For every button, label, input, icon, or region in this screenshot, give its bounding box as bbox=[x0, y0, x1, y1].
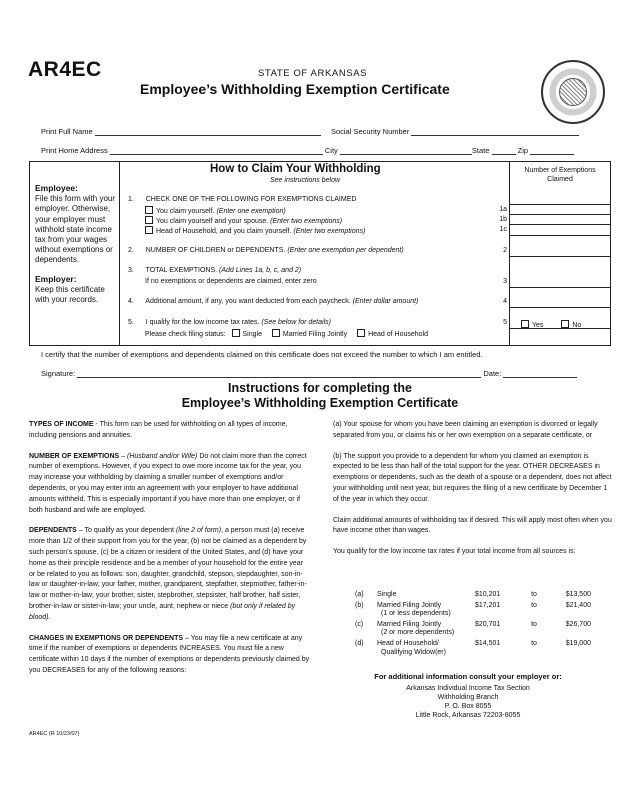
checkbox-single[interactable] bbox=[232, 329, 240, 337]
item-3-label: TOTAL EXEMPTIONS. bbox=[145, 267, 218, 274]
reason-b-paragraph: (b) The support you provide to a dependent for whom you claimed an exemption is expected to be less than half of the total support for the year. OTHER DECREASES in exemptions or dependents, such as the death of a spouse or a dependent, does not affect your withholding until next year, but requires the filing of a new certificate by December 1 of the year in which they occur. bbox=[333, 452, 612, 503]
item-1-number: 1. bbox=[128, 196, 134, 203]
number-column-header: Number of Exemptions Claimed bbox=[524, 167, 596, 183]
rate-status: Head of Household/ bbox=[377, 639, 439, 647]
form-id: AR4EC bbox=[28, 58, 102, 81]
option-1a-ref: 1a bbox=[499, 206, 507, 213]
instructions-left-column bbox=[29, 420, 310, 687]
rate-sub: (1 or less dependents) bbox=[381, 610, 451, 618]
option-1b-label: You claim yourself and your spouse. bbox=[156, 218, 269, 225]
page-title: Employee’s Withholding Exemption Certificate bbox=[140, 81, 450, 97]
option-1c-label: Head of Household, and you claim yourself. bbox=[156, 228, 292, 235]
filing-status-label: Please check filing status: bbox=[145, 331, 226, 338]
state-seal-icon bbox=[541, 60, 605, 124]
item-1-label: CHECK ONE OF THE FOLLOWING FOR EXEMPTIONS CLAIMED bbox=[145, 196, 357, 203]
option-1a-note: (Enter one exemption) bbox=[216, 208, 286, 215]
rate-status: Married Filing Jointly bbox=[377, 620, 442, 628]
address-line-2: Withholding Branch bbox=[437, 694, 499, 701]
rate-high: $19,000 bbox=[565, 639, 591, 647]
employer-heading: Employer: bbox=[35, 273, 77, 284]
form-revision: AR4EC (R 10/23/07) bbox=[29, 731, 80, 737]
option-1b-note: (Enter two exemptions) bbox=[270, 218, 343, 225]
item-3-number: 3. bbox=[128, 267, 134, 274]
rate-high: $26,700 bbox=[565, 620, 591, 628]
checkbox-head-of-household-status[interactable] bbox=[357, 329, 365, 337]
rate-row bbox=[355, 602, 591, 619]
item-3-line2: If no exemptions or dependents are claimed, enter zero bbox=[145, 278, 317, 285]
option-1b-ref: 1b bbox=[499, 216, 507, 223]
certify-statement: I certify that the number of exemptions and dependents claimed on this certificate does not exceed the number to which I am entitled. bbox=[41, 350, 483, 359]
option-1c-ref: 1c bbox=[499, 226, 507, 233]
rate-row bbox=[355, 591, 591, 600]
checkbox-married-filing-jointly[interactable] bbox=[272, 329, 280, 337]
item-5-note: (See below for details) bbox=[261, 319, 331, 326]
instructions-right-column bbox=[333, 420, 614, 560]
state-label: State bbox=[471, 146, 490, 155]
home-address-label: Print Home Address bbox=[41, 146, 108, 155]
rate-to: to bbox=[531, 591, 537, 598]
checkbox-no[interactable] bbox=[561, 320, 569, 328]
item-5-label: I qualify for the low income tax rates. bbox=[145, 319, 260, 326]
filing-single-label: Single bbox=[242, 331, 262, 338]
number-of-exemptions-paragraph: NUMBER OF EXEMPTIONS – (Husband and/or Wife) Do not claim more than the correct number of exemptions. However, if you expect to owe more income tax for the year, you may increase your withholding by claiming a smaller number of exemptions and/or dependents, or you may enter into an agreement with your employer to have additional amounts withheld. This is especially important if you have more than one employer, or if both husband and wife are employed. bbox=[29, 452, 307, 514]
item-3-note: (Add Lines 1a, b, c, and 2) bbox=[219, 267, 302, 274]
signature-field[interactable] bbox=[77, 370, 481, 378]
rate-low: $20,701 bbox=[475, 620, 501, 628]
item-4-number: 4. bbox=[128, 298, 134, 305]
print-name-field[interactable] bbox=[95, 128, 321, 136]
city-field[interactable] bbox=[340, 147, 472, 155]
yes-label: Yes bbox=[532, 322, 544, 329]
item-5-ref: 5 bbox=[503, 319, 507, 326]
address-line-3: P. O. Box 8055 bbox=[444, 703, 492, 710]
checkbox-claim-self[interactable] bbox=[145, 206, 153, 214]
item-2-number: 2. bbox=[128, 247, 134, 254]
employer-text: Keep this certificate with your records. bbox=[35, 284, 105, 305]
signature-label: Signature: bbox=[41, 369, 76, 378]
rate-low: $17,201 bbox=[475, 601, 501, 609]
consult-heading: For additional information consult your employer or: bbox=[374, 672, 562, 681]
state-field[interactable] bbox=[492, 147, 516, 155]
option-1a-label: You claim yourself. bbox=[156, 208, 215, 215]
date-field[interactable] bbox=[503, 370, 577, 378]
ssn-label: Social Security Number bbox=[330, 127, 410, 136]
rate-letter: (d) bbox=[355, 639, 364, 647]
zip-field[interactable] bbox=[530, 147, 574, 155]
zip-label: Zip bbox=[517, 146, 529, 155]
filing-hoh-label: Head of Household bbox=[368, 331, 428, 338]
item-2-label: NUMBER OF CHILDREN or DEPENDENTS. bbox=[145, 247, 286, 254]
instructions-side-column bbox=[35, 183, 117, 305]
no-label: No bbox=[572, 322, 582, 329]
item-4-ref: 4 bbox=[503, 298, 507, 305]
income-rate-table bbox=[353, 589, 593, 659]
address-line-1: Arkansas Individual Income Tax Section bbox=[406, 685, 530, 692]
rate-to: to bbox=[531, 620, 537, 628]
dependents-paragraph: DEPENDENTS – To qualify as your dependent (line 2 of form), a person must (a) receive more than 1/2 of their support from you for the year, (b) not be claimed as a dependent by such person’s spouse, (c) be a citizen or resident of the United States, and (d) have your home as their principle residence and be a member of your household for the entire year or be related to you as follows: son, daughter, grandchild, stepson, stepdaughter, son-in-law or daughter-in-law; your father, mother, grandparent, stepfather, stepmother, father-in-law or mother-in-law; your brother, sister, stepbrother, stepsister, half brother, half sister, brother-in-law or sister-in-law; your uncle, aunt, nephew or niece (but only if related by blood). bbox=[29, 527, 307, 621]
ssn-field[interactable] bbox=[411, 128, 579, 136]
checkbox-head-of-household[interactable] bbox=[145, 226, 153, 234]
employee-heading: Employee: bbox=[35, 183, 78, 193]
types-of-income-paragraph: TYPES OF INCOME - This form can be used for withholding on all types of income, including pensions and annuities. bbox=[29, 421, 288, 439]
how-to-claim-subtitle: See instructions below bbox=[270, 177, 341, 184]
item-3-ref: 3 bbox=[503, 278, 507, 285]
item-5-number: 5. bbox=[128, 319, 134, 326]
item-4-label: Additional amount, if any, you want deducted from each paycheck. bbox=[145, 298, 351, 305]
rate-row bbox=[355, 621, 591, 638]
how-to-claim-title: How to Claim Your Withholding bbox=[210, 163, 381, 175]
checkbox-claim-self-spouse[interactable] bbox=[145, 216, 153, 224]
state-heading: STATE OF ARKANSAS bbox=[258, 68, 368, 79]
filing-mfj-label: Married Filing Jointly bbox=[282, 331, 348, 338]
claim-additional-paragraph: Claim additional amounts of withholding tax if desired. This will apply most often when you have income other than wages. bbox=[333, 516, 612, 535]
option-1c-note: (Enter two exemptions) bbox=[293, 228, 366, 235]
rate-letter: (b) bbox=[355, 601, 364, 609]
instructions-title-line1: Instructions for completing the bbox=[227, 381, 413, 395]
instructions-title-line2: Employee’s Withholding Exemption Certificate bbox=[181, 396, 459, 410]
rate-high: $13,500 bbox=[565, 591, 591, 598]
rate-row bbox=[355, 640, 591, 657]
home-address-field[interactable] bbox=[110, 147, 323, 155]
rate-letter: (c) bbox=[355, 620, 364, 628]
city-label: City bbox=[324, 146, 338, 155]
checkbox-yes[interactable] bbox=[521, 320, 529, 328]
changes-paragraph: CHANGES IN EXEMPTIONS OR DEPENDENTS – You may file a new certificate at any time if the number of exemptions or dependents INCREASES. You must file a new certificate within 10 days if the number of exemptions or dependents previously claimed by you DECREASES for any of the following reasons: bbox=[29, 634, 310, 674]
rate-sub: (2 or more dependents) bbox=[381, 629, 455, 637]
print-name-label: Print Full Name bbox=[41, 127, 93, 136]
rate-status: Single bbox=[377, 591, 397, 598]
item-2-note: (Enter one exemption per dependent) bbox=[287, 247, 404, 254]
date-label: Date: bbox=[483, 369, 502, 378]
rate-high: $21,400 bbox=[565, 601, 591, 609]
rate-status: Married Filing Jointly bbox=[377, 601, 442, 609]
address-line-4: Little Rock, Arkansas 72203-8055 bbox=[415, 712, 521, 719]
rate-to: to bbox=[531, 601, 537, 609]
rate-to: to bbox=[531, 639, 537, 647]
rate-low: $14,501 bbox=[475, 639, 501, 647]
reason-a-paragraph: (a) Your spouse for whom you have been claiming an exemption is divorced or legally separated from you, or claims his or her own exemption on a separate certificate, or bbox=[333, 421, 598, 439]
rate-low: $10,201 bbox=[475, 591, 501, 598]
item-2-ref: 2 bbox=[503, 247, 507, 254]
rate-letter: (a) bbox=[355, 591, 364, 598]
rate-sub: Qualifying Widow(er) bbox=[381, 648, 446, 656]
item-4-note: (Enter dollar amount) bbox=[352, 298, 419, 305]
qualify-intro-paragraph: You qualify for the low income tax rates if your total income from all sources is: bbox=[333, 548, 576, 556]
employee-text: File this form with your employer. Otherwise, your employer must withhold state income tax from your wages without exemptions or dependents. bbox=[35, 194, 116, 265]
